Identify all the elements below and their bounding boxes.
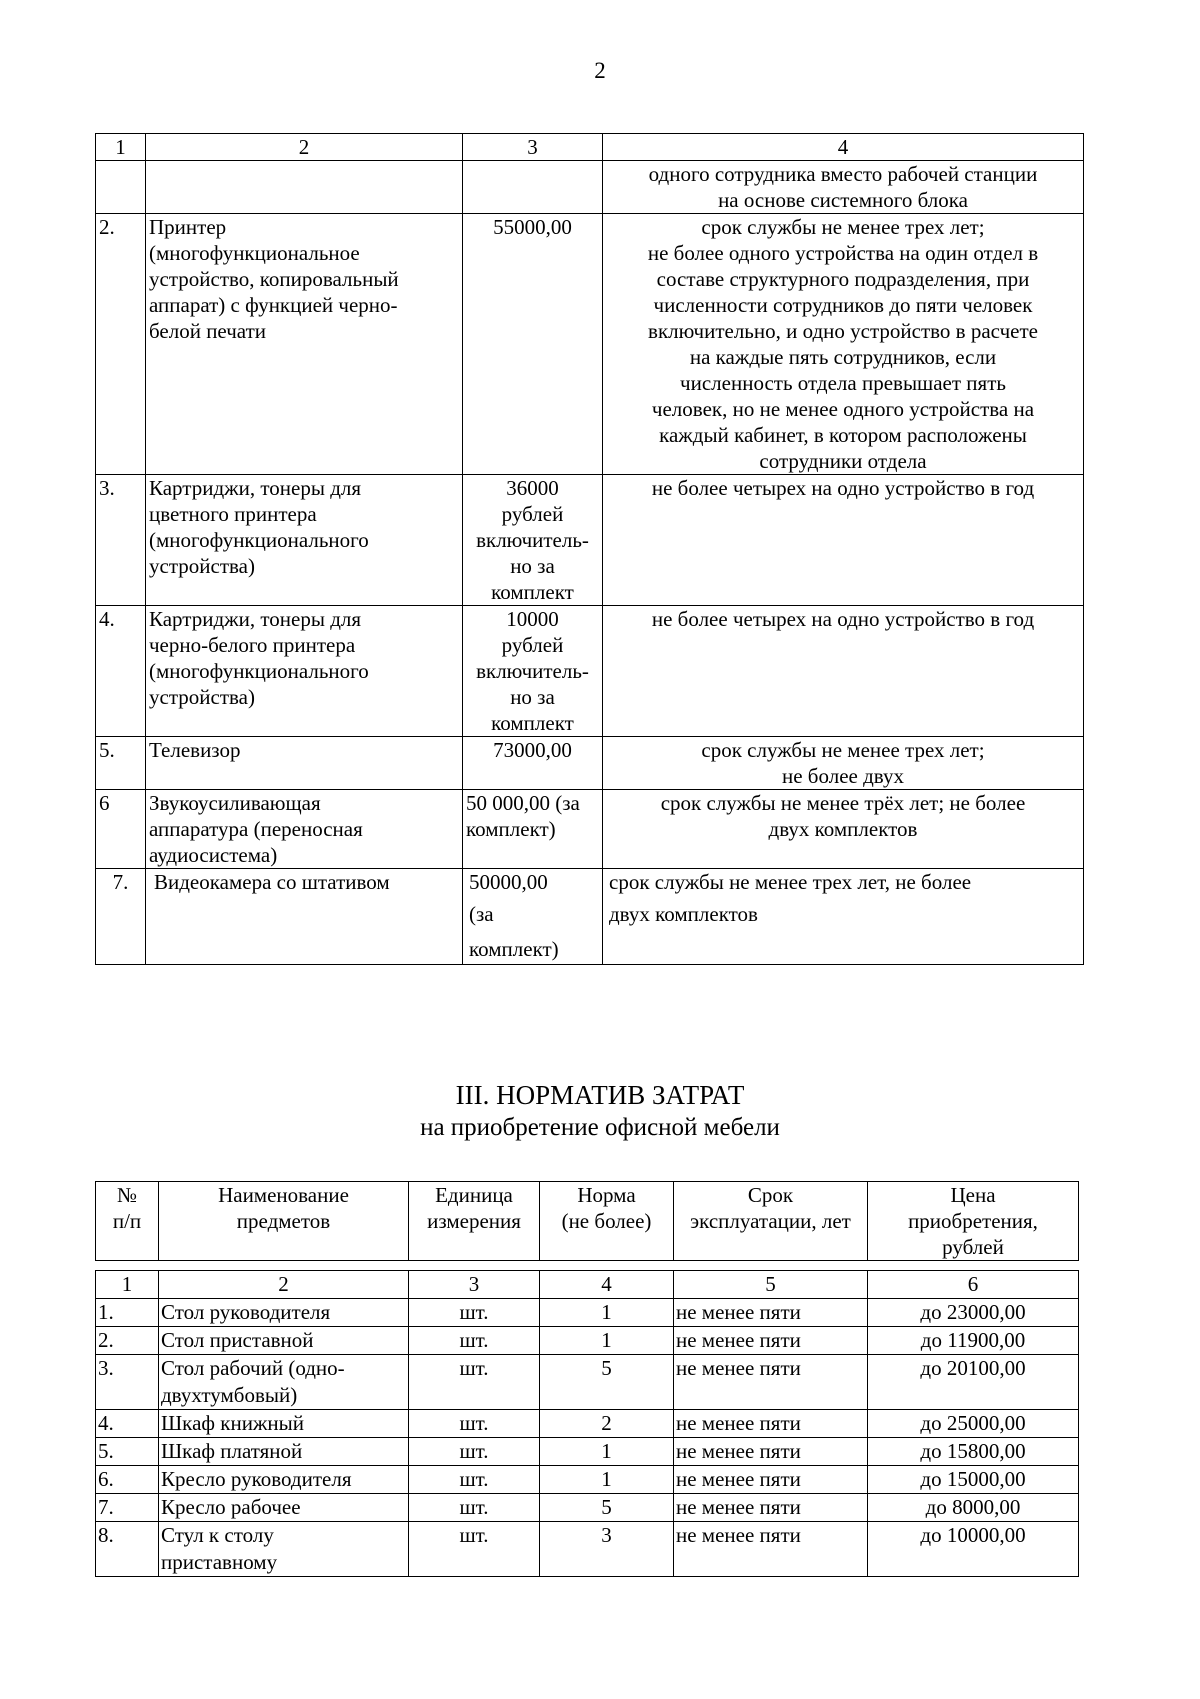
item-name-cell — [159, 1466, 409, 1494]
item-name-cell — [159, 1327, 409, 1355]
text-line: приставному — [161, 1550, 278, 1574]
text-line: 36000 — [506, 476, 559, 500]
row-number-cell: 3. — [96, 1355, 159, 1410]
table-row — [96, 1355, 1079, 1410]
table-row — [96, 1410, 1079, 1438]
text-line: Стол рабочий (одно- — [161, 1356, 345, 1380]
text-line: Стул к столу — [161, 1523, 274, 1547]
text-line: эксплуатации, лет — [690, 1209, 851, 1233]
price-cell — [463, 790, 603, 869]
row-number-cell: 5. — [96, 737, 146, 790]
text-line: аппарат) с функцией черно- — [149, 293, 398, 317]
header-cell-name — [159, 1182, 409, 1261]
text-line: Срок — [747, 1183, 794, 1207]
item-name-cell — [146, 790, 463, 869]
text-line: п/п — [112, 1209, 142, 1233]
item-name-cell — [159, 1410, 409, 1438]
text-line: рублей — [501, 502, 564, 526]
text-line: 73000,00 — [493, 738, 572, 762]
text-line: сотрудники отдела — [759, 449, 927, 473]
norm-cell — [603, 606, 1084, 737]
column-number-row — [96, 1271, 1079, 1299]
column-number: 4 — [540, 1271, 674, 1299]
table-row — [96, 1494, 1079, 1522]
text-line: 55000,00 — [493, 215, 572, 239]
column-number: 1 — [96, 134, 146, 161]
price-cell: до 23000,00 — [868, 1299, 1079, 1327]
norm-cell: 5 — [540, 1494, 674, 1522]
text-line: рублей — [501, 633, 564, 657]
section-heading: III. НОРМАТИВ ЗАТРАТ — [455, 1080, 745, 1110]
row-number-cell: 7. — [96, 1494, 159, 1522]
text-line: (многофункциональное — [149, 241, 360, 265]
text-line: срок службы не менее трёх лет; не более — [660, 791, 1026, 815]
text-line: включитель- — [476, 528, 589, 552]
text-line: Кресло руководителя — [161, 1467, 352, 1491]
table-row — [96, 1327, 1079, 1355]
text-line: не более четырех на одно устройство в год — [651, 476, 1035, 500]
table-row — [96, 606, 1084, 737]
unit-cell: шт. — [409, 1494, 540, 1522]
column-number: 2 — [159, 1271, 409, 1299]
norm-cell — [603, 475, 1084, 606]
text-line: Картриджи, тонеры для — [149, 607, 362, 631]
norm-cell: 1 — [540, 1327, 674, 1355]
row-number-cell: 3. — [96, 475, 146, 606]
item-name-cell — [146, 214, 463, 475]
term-cell: не менее пяти — [674, 1299, 868, 1327]
row-number-cell: 4. — [96, 1410, 159, 1438]
text-line: срок службы не менее трех лет, не более — [609, 870, 972, 894]
unit-cell: шт. — [409, 1522, 540, 1577]
row-number-cell: 8. — [96, 1522, 159, 1577]
text-line: не более двух — [782, 764, 904, 788]
unit-cell: шт. — [409, 1299, 540, 1327]
text-line: двухтумбовый) — [161, 1383, 298, 1407]
text-line: комплект — [491, 711, 574, 735]
text-line: приобретения, — [908, 1209, 1038, 1233]
term-cell: не менее пяти — [674, 1410, 868, 1438]
text-line: Стол руководителя — [161, 1300, 331, 1324]
header-cell-number — [96, 1182, 159, 1261]
text-line: Видеокамера со штативом — [154, 870, 390, 894]
text-line: Цена — [950, 1183, 996, 1207]
price-cell — [463, 475, 603, 606]
item-name-cell — [159, 1355, 409, 1410]
text-line: Шкаф книжный — [161, 1411, 305, 1435]
row-number-cell: 5. — [96, 1438, 159, 1466]
text-line: (многофункционального — [149, 659, 369, 683]
price-cell — [463, 161, 603, 214]
table-row — [96, 1466, 1079, 1494]
column-number: 2 — [146, 134, 463, 161]
text-line: срок службы не менее трех лет; — [701, 738, 985, 762]
text-line: устройство, копировальный — [149, 267, 399, 291]
term-cell: не менее пяти — [674, 1438, 868, 1466]
text-line: Звукоусиливающая — [149, 791, 321, 815]
item-name-cell — [159, 1494, 409, 1522]
text-line: комплект) — [469, 937, 559, 961]
text-line: численности сотрудников до пяти человек — [653, 293, 1033, 317]
text-line: включительно, и одно устройство в расчете — [648, 319, 1038, 343]
text-line: каждый кабинет, в котором расположены — [659, 423, 1027, 447]
column-number: 4 — [603, 134, 1084, 161]
price-cell — [463, 606, 603, 737]
row-number-cell: 2. — [96, 1327, 159, 1355]
item-name-cell — [146, 869, 463, 965]
row-number-cell: 2. — [96, 214, 146, 475]
table-row-continuation — [96, 161, 1084, 214]
norm-cell — [603, 214, 1084, 475]
table-row — [96, 869, 1084, 965]
text-line: устройства) — [149, 554, 255, 578]
price-cell: до 25000,00 — [868, 1410, 1079, 1438]
item-name-cell — [159, 1438, 409, 1466]
norm-cell — [603, 161, 1084, 214]
item-name-cell — [146, 737, 463, 790]
unit-cell: шт. — [409, 1327, 540, 1355]
header-cell-unit — [409, 1182, 540, 1261]
price-cell: до 8000,00 — [868, 1494, 1079, 1522]
text-line: 50 000,00 (за — [466, 791, 580, 815]
text-line: (за — [469, 902, 494, 926]
furniture-table — [95, 1270, 1079, 1577]
text-line: аудиосистема) — [149, 843, 278, 867]
table-row — [96, 1299, 1079, 1327]
text-line: но за — [510, 554, 555, 578]
text-line: измерения — [427, 1209, 521, 1233]
text-line: Картриджи, тонеры для — [149, 476, 362, 500]
text-line: но за — [510, 685, 555, 709]
text-line: Кресло рабочее — [161, 1495, 301, 1519]
unit-cell: шт. — [409, 1466, 540, 1494]
text-line: не более одного устройства на один отдел в — [647, 241, 1039, 265]
price-cell: до 11900,00 — [868, 1327, 1079, 1355]
text-line: аппаратура (переносная — [149, 817, 363, 841]
row-number-cell: 4. — [96, 606, 146, 737]
norm-cell: 3 — [540, 1522, 674, 1577]
norm-cell — [603, 790, 1084, 869]
unit-cell: шт. — [409, 1438, 540, 1466]
table-row — [96, 737, 1084, 790]
term-cell: не менее пяти — [674, 1466, 868, 1494]
item-name-cell — [159, 1299, 409, 1327]
text-line: (многофункционального — [149, 528, 369, 552]
column-number: 6 — [868, 1271, 1079, 1299]
text-line: срок службы не менее трех лет; — [701, 215, 985, 239]
text-line: численность отдела превышает пять — [680, 371, 1006, 395]
text-line: черно-белого принтера — [149, 633, 356, 657]
text-line: устройства) — [149, 685, 255, 709]
unit-cell: шт. — [409, 1410, 540, 1438]
text-line: Наименование — [218, 1183, 349, 1207]
section-subheading: на приобретение офисной мебели — [420, 1114, 780, 1141]
text-line: Единица — [435, 1183, 513, 1207]
header-cell-price — [868, 1182, 1079, 1261]
term-cell: не менее пяти — [674, 1522, 868, 1577]
text-line: на каждые пять сотрудников, если — [689, 345, 997, 369]
norm-cell: 1 — [540, 1438, 674, 1466]
item-name-cell — [159, 1522, 409, 1577]
norm-cell: 2 — [540, 1410, 674, 1438]
text-line: одного сотрудника вместо рабочей станции — [648, 162, 1038, 186]
table-row — [96, 790, 1084, 869]
price-cell — [463, 214, 603, 475]
equipment-table — [95, 133, 1084, 965]
norm-cell — [603, 737, 1084, 790]
text-line: на основе системного блока — [718, 188, 968, 212]
text-line: Шкаф платяной — [161, 1439, 303, 1463]
row-number-cell: 1. — [96, 1299, 159, 1327]
price-cell — [463, 737, 603, 790]
text-line: двух комплектов — [609, 902, 758, 926]
table-row — [96, 475, 1084, 606]
text-line: комплект — [491, 580, 574, 604]
item-name-cell — [146, 475, 463, 606]
column-number: 3 — [409, 1271, 540, 1299]
price-cell — [463, 869, 603, 965]
table-row — [96, 214, 1084, 475]
term-cell: не менее пяти — [674, 1355, 868, 1410]
price-cell: до 15000,00 — [868, 1466, 1079, 1494]
text-line: Принтер — [149, 215, 227, 239]
norm-cell: 1 — [540, 1466, 674, 1494]
unit-cell: шт. — [409, 1355, 540, 1410]
price-cell: до 20100,00 — [868, 1355, 1079, 1410]
item-name-cell — [146, 606, 463, 737]
norm-cell: 1 — [540, 1299, 674, 1327]
table-row — [96, 1522, 1079, 1577]
furniture-header-table — [95, 1181, 1079, 1261]
text-line: двух комплектов — [768, 817, 918, 841]
price-cell: до 10000,00 — [868, 1522, 1079, 1577]
column-number: 1 — [96, 1271, 159, 1299]
item-name-cell — [146, 161, 463, 214]
text-line: Стол приставной — [161, 1328, 314, 1352]
text-line: рублей — [942, 1235, 1004, 1259]
text-line: № — [116, 1183, 138, 1207]
text-line: белой печати — [149, 319, 266, 343]
price-cell: до 15800,00 — [868, 1438, 1079, 1466]
text-line: не более четырех на одно устройство в год — [651, 607, 1035, 631]
row-number-cell — [96, 161, 146, 214]
text-line: цветного принтера — [149, 502, 317, 526]
table-row — [96, 1438, 1079, 1466]
term-cell: не менее пяти — [674, 1327, 868, 1355]
text-line: Норма — [577, 1183, 636, 1207]
text-line: 50000,00 — [469, 870, 548, 894]
row-number-cell: 7. — [96, 869, 146, 965]
text-line: предметов — [236, 1209, 331, 1233]
text-line: включитель- — [476, 659, 589, 683]
text-line: 10000 — [506, 607, 559, 631]
header-cell-norm — [540, 1182, 674, 1261]
text-line: Телевизор — [149, 738, 241, 762]
row-number-cell: 6. — [96, 1466, 159, 1494]
norm-cell: 5 — [540, 1355, 674, 1410]
row-number-cell: 6 — [96, 790, 146, 869]
page-number: 2 — [594, 58, 606, 83]
header-row — [96, 1182, 1079, 1261]
term-cell: не менее пяти — [674, 1494, 868, 1522]
text-line: комплект) — [466, 817, 556, 841]
norm-cell — [603, 869, 1084, 965]
text-line: человек, но не менее одного устройства на — [651, 397, 1035, 421]
text-line: составе структурного подразделения, при — [656, 267, 1030, 291]
column-number: 3 — [463, 134, 603, 161]
header-cell-term — [674, 1182, 868, 1261]
column-number: 5 — [674, 1271, 868, 1299]
column-number-row — [96, 134, 1084, 161]
text-line: (не более) — [561, 1209, 652, 1233]
